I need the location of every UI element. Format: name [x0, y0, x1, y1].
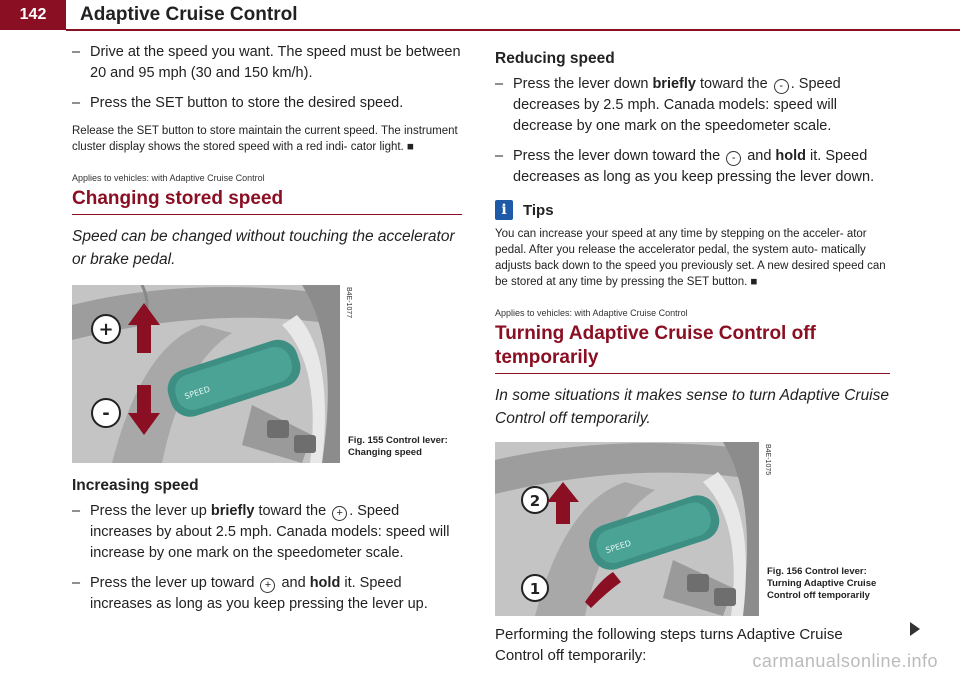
plus-circle-icon: +	[332, 506, 347, 521]
step-one-marker: 1	[529, 580, 541, 598]
page-number: 142	[19, 6, 47, 23]
note-text: Release the SET button to store maintain the current speed. The instrument cluster display shows the stored speed with a red indi- cator light. ■	[72, 125, 458, 153]
text-part: Press the lever down toward the	[513, 148, 725, 164]
minus-symbol: -	[102, 403, 110, 424]
text-bold: hold	[775, 148, 807, 164]
subsection-title: Reducing speed	[495, 50, 615, 67]
figure-code: B4E-1075	[764, 444, 771, 476]
lever-label: SPEED	[604, 538, 633, 556]
list-item: – Press the lever down briefly toward the - . Speed decreases by 2.5 mph. Canada models: speed will decrease by one mark on the speedometer scale.	[495, 76, 841, 134]
text-bold: briefly	[210, 503, 255, 519]
lever-label: SPEED	[183, 384, 212, 402]
next-page-arrow-icon	[910, 622, 920, 636]
list-item: – Press the lever down toward the - and hold it. Speed decreases as long as you keep pressing the lever down.	[495, 148, 875, 185]
list-item: – Press the lever up toward + and hold it. Speed increases as long as you keep pressing the lever up.	[72, 575, 428, 612]
right-column	[495, 42, 890, 666]
text-part: . Speed decreases by 2.5 mph. Canada models: speed will decrease by one mark on the speedometer scale.	[513, 76, 841, 134]
control-lever-illustration	[495, 442, 759, 616]
list-item-text: Press the SET button to store the desired speed.	[90, 95, 404, 111]
text-part: toward the	[695, 76, 772, 92]
text-part: Press the lever down	[513, 76, 653, 92]
step-two-marker: 2	[529, 492, 541, 510]
applies-note: Applies to vehicles: with Adaptive Cruise Control	[495, 308, 688, 318]
applies-note: Applies to vehicles: with Adaptive Cruise Control	[72, 173, 265, 183]
figure-image	[72, 285, 340, 463]
section-title: Turning Adaptive Cruise Control off temporarily	[495, 322, 890, 374]
plus-circle-icon: +	[260, 578, 275, 593]
plus-symbol: +	[98, 319, 114, 340]
list-item: – Drive at the speed you want. The speed must be between 20 and 95 mph (30 and 150 km/h).	[72, 44, 461, 81]
list-item: – Press the lever up briefly toward the + . Speed increases by about 2.5 mph. Canada models: speed will increase by one mark on the speedometer scale.	[72, 503, 450, 561]
figure-caption	[767, 566, 885, 602]
closing-paragraph: Performing the following steps turns Adaptive Cruise Control off temporarily:	[495, 626, 843, 664]
minus-circle-icon: -	[726, 151, 741, 166]
figure-caption-text: Changing speed	[348, 447, 422, 458]
subsection-title: Increasing speed	[72, 477, 199, 494]
text-part: and	[743, 148, 776, 164]
text-part: toward the	[254, 503, 331, 519]
figure-155	[72, 285, 462, 467]
text-part: it. Speed decreases as long as you keep pressing the lever down.	[513, 148, 875, 185]
text-part: . Speed increases by about 2.5 mph. Canada models: speed will increase by one mark on the speedometer scale.	[90, 503, 450, 561]
watermark: carmanualsonline.info	[752, 651, 938, 671]
control-lever-illustration	[72, 285, 340, 463]
header-rule	[66, 29, 960, 31]
tips-label: Tips	[523, 201, 554, 219]
text-bold: hold	[309, 575, 341, 591]
tips-heading	[495, 200, 890, 220]
text-part: and	[277, 575, 310, 591]
text-part: Press the lever up	[90, 503, 211, 519]
figure-156	[495, 442, 890, 620]
text-part: Press the lever up toward	[90, 575, 259, 591]
info-icon: i	[495, 200, 513, 220]
figure-caption	[348, 435, 458, 459]
figure-code: B4E-1077	[345, 287, 352, 319]
figure-caption-label: Fig. 155 Control lever:	[348, 435, 448, 446]
left-column	[72, 42, 462, 624]
text-bold: briefly	[652, 76, 696, 92]
text-part: it. Speed increases as long as you keep pressing the lever up.	[90, 575, 428, 612]
list-item-text: Drive at the speed you want. The speed must be between 20 and 95 mph (30 and 150 km/h).	[90, 44, 461, 81]
list-item: – Press the SET button to store the desired speed.	[72, 95, 404, 111]
section-title: Changing stored speed	[72, 187, 462, 215]
section-intro: In some situations it makes sense to turn Adaptive Cruise Control off temporarily.	[495, 387, 890, 427]
figure-image	[495, 442, 759, 616]
tips-text: You can increase your speed at any time by stepping on the acceler- ator pedal. After you release the accelerator pedal, the system auto- matically adjusts back down to the speed you previously set. A new desired speed can be stored at any time by pressing the SET button. ■	[495, 228, 886, 288]
page-title: Adaptive Cruise Control	[80, 4, 298, 25]
figure-caption-text: Fig. 156 Control lever: Turning Adaptive Cruise Control off temporarily	[767, 566, 877, 601]
section-intro: Speed can be changed without touching the accelerator or brake pedal.	[72, 228, 455, 268]
minus-circle-icon: -	[774, 79, 789, 94]
